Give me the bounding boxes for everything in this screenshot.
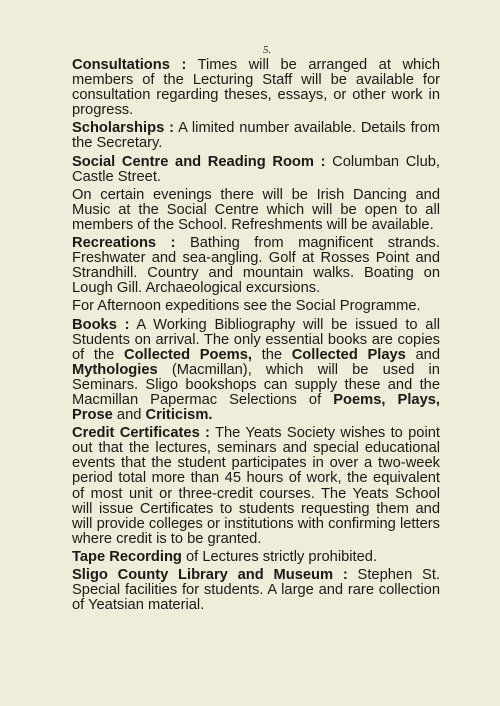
- social-centre-text: Columban Club, Castle Street.: [72, 153, 440, 185]
- credit-heading: Credit Certificates :: [72, 425, 210, 442]
- scholarships-text: A limited number available. Details from the Secretary.: [72, 120, 440, 152]
- library-heading: Sligo County Library and Museum :: [72, 567, 348, 583]
- books-title-criticism: Criticism.: [145, 407, 213, 424]
- books-text-5: and: [116, 407, 142, 424]
- social-centre-heading: Social Centre and Reading Room :: [72, 153, 326, 170]
- books-title-poems-plays-prose: Poems, Plays, Prose: [72, 391, 440, 424]
- recreations-paragraph: [72, 236, 440, 296]
- tape-paragraph: [72, 550, 440, 565]
- tape-text: of Lectures strictly prohibited.: [186, 548, 378, 565]
- scholarships-heading: Scholarships :: [72, 120, 174, 137]
- books-title-collected-poems: Collected Poems,: [123, 346, 252, 363]
- social-centre-paragraph: [72, 155, 440, 185]
- books-text-2: the: [261, 346, 283, 363]
- books-title-collected-plays: Collected Plays: [291, 346, 406, 363]
- scholarships-paragraph: [72, 121, 440, 151]
- books-title-mythologies: Mythologies: [72, 361, 158, 378]
- books-text-1: A Working Bibliography will be issued to all Students on arrival. The only essential books are copies of the: [72, 316, 440, 363]
- consultations-heading: Consultations :: [72, 57, 187, 73]
- recreations-paragraph-2: For Afternoon expeditions see the Social Programme.: [72, 298, 421, 315]
- library-text: Stephen St. Special facilities for students. A large and rare collection of Yeatsian material.: [72, 567, 440, 614]
- credit-text: The Yeats Society wishes to point out that the lectures, seminars and special educational events that the student participates in over a two-week period total more than 45 hours of work, the equivalent of most unit or three-credit courses. The Yeats School will issue Certificates to students requesting them and will provide colleges or institutions with confirming letters where credit is to be granted.: [72, 425, 440, 547]
- page-number: 5.: [262, 44, 272, 56]
- recreations-text: Bathing from magnificent strands. Freshwater and sea-angling. Golf at Rosses Point and Strandhill. Country and mountain walks. Boating on Lough Gill. Archaeological excursions.: [72, 235, 440, 297]
- books-heading: Books :: [72, 316, 130, 333]
- library-paragraph: [72, 568, 440, 613]
- books-text-4: (Macmillan), which will be used in Seminars. Sligo bookshops can supply these and the Macmillan Papermac Selections of: [72, 361, 440, 408]
- consultations-paragraph: [72, 58, 440, 118]
- recreations-heading: Recreations :: [72, 235, 176, 252]
- social-centre-paragraph-2: On certain evenings there will be Irish Dancing and Music at the Social Centre which will be open to all members of the School. Refreshments will be available.: [72, 186, 440, 233]
- credit-paragraph: [72, 426, 440, 547]
- consultations-text: Times will be arranged at which members of the Lecturing Staff will be available for consultation regarding theses, essays, or other work in progress.: [72, 57, 440, 119]
- books-text-3: and: [415, 346, 441, 363]
- books-paragraph: [72, 318, 440, 424]
- tape-heading: Tape Recording: [72, 548, 182, 565]
